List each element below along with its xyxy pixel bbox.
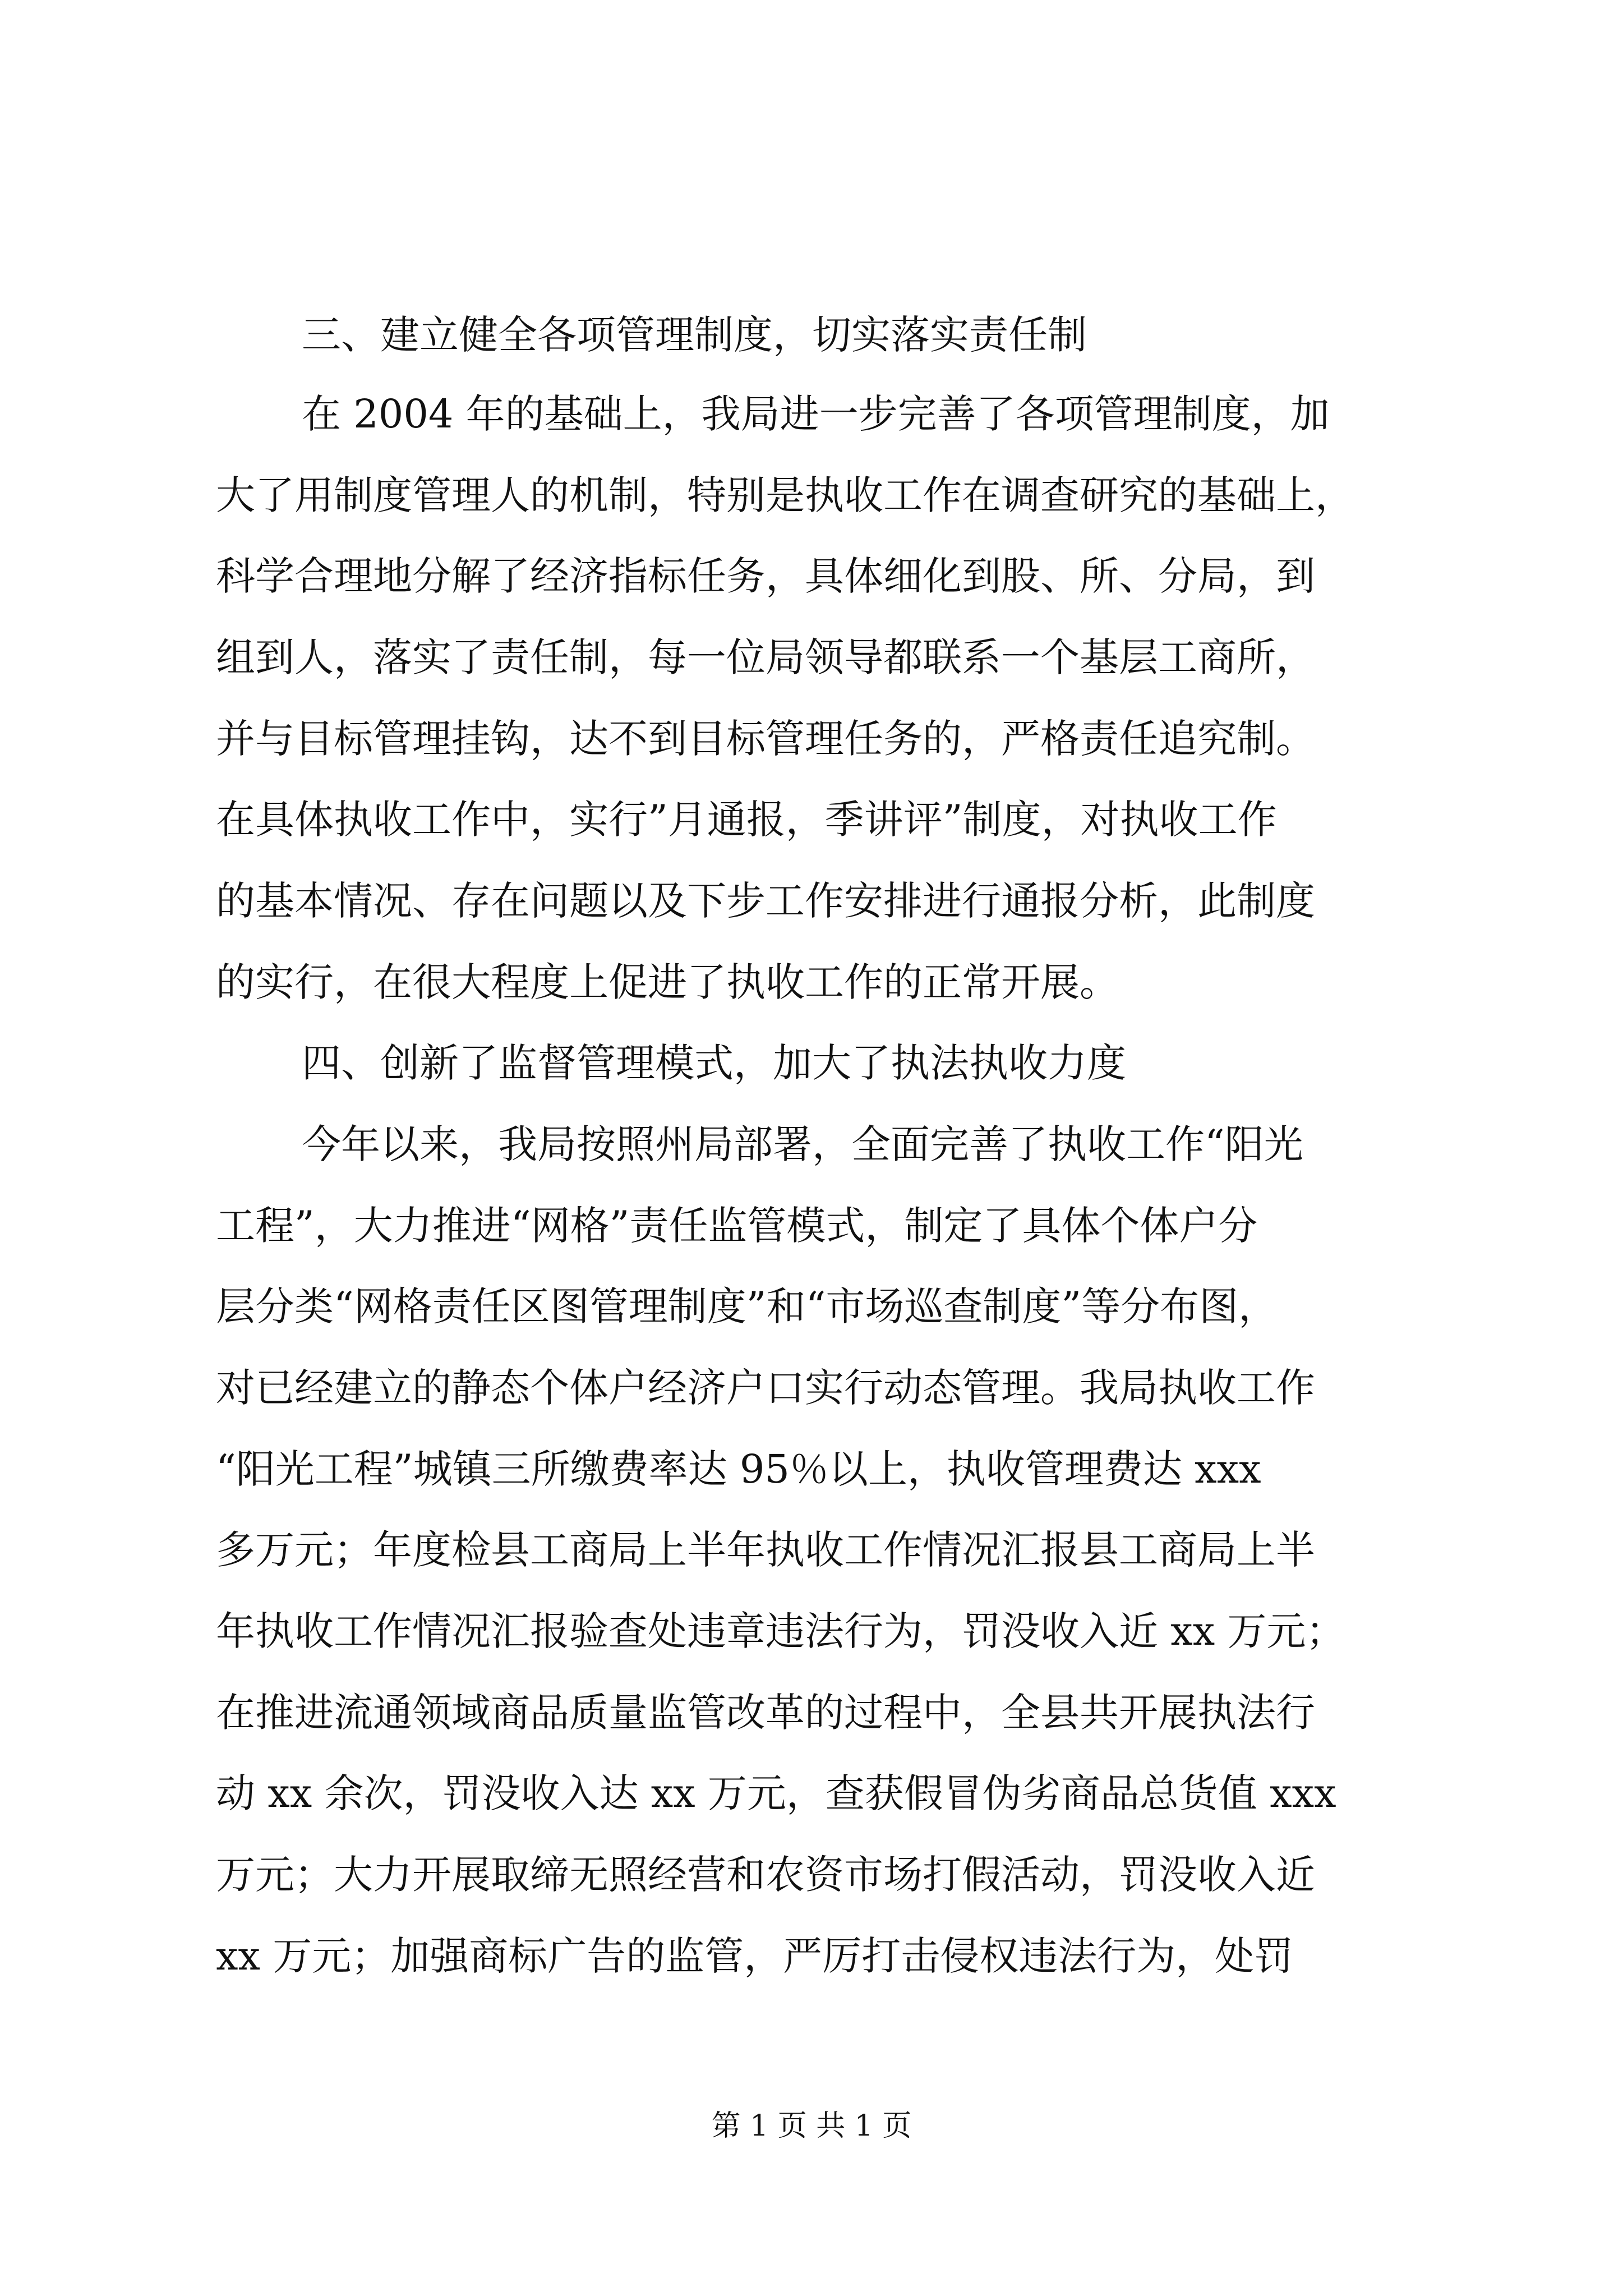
paragraph-line: 动 xx 余次，罚没收入达 xx 万元，查获假冒伪劣商品总货值 xxx	[216, 1770, 1336, 1816]
paragraph-line: 大了用制度管理人的机制，特别是执收工作在调查研究的基础上，	[216, 472, 1354, 518]
paragraph-line: 对已经建立的静态个体户经济户口实行动态管理。我局执收工作	[216, 1365, 1315, 1411]
paragraph-line: 层分类“网格责任区图管理制度”和“市场巡查制度”等分布图，	[216, 1283, 1278, 1329]
paragraph-line: 在具体执收工作中，实行”月通报，季讲评”制度，对执收工作	[216, 797, 1277, 843]
paragraph-line: 多万元；年度检县工商局上半年执收工作情况汇报县工商局上半	[216, 1527, 1315, 1573]
paragraph-line: 工程”，大力推进“网格”责任监管模式，制定了具体个体户分	[216, 1203, 1258, 1249]
paragraph-line: 的实行，在很大程度上促进了执收工作的正常开展。	[216, 959, 1119, 1005]
heading-section-3: 三、建立健全各项管理制度，切实落实责任制	[302, 312, 1087, 358]
page-footer: 第 1 页 共 1 页	[711, 2109, 912, 2143]
paragraph-line: xx 万元；加强商标广告的监管，严厉打击侵权违法行为，处罚	[216, 1933, 1294, 1979]
paragraph-line: 在 2004 年的基础上，我局进一步完善了各项管理制度，加	[302, 391, 1330, 437]
paragraph-line: 年执收工作情况汇报验查处违章违法行为，罚没收入近 xx 万元；	[216, 1608, 1345, 1654]
paragraph-line: “阳光工程”城镇三所缴费率达 95％以上，执收管理费达 xxx	[216, 1446, 1261, 1492]
paragraph-line: 科学合理地分解了经济指标任务，具体细化到股、所、分局，到	[216, 553, 1315, 599]
paragraph-line: 在推进流通领域商品质量监管改革的过程中，全县共开展执法行	[216, 1690, 1315, 1736]
paragraph-line: 今年以来，我局按照州局部署，全面完善了执收工作“阳光	[302, 1121, 1303, 1167]
paragraph-line: 万元；大力开展取缔无照经营和农资市场打假活动，罚没收入近	[216, 1852, 1315, 1898]
paragraph-line: 组到人，落实了责任制，每一位局领导都联系一个基层工商所，	[216, 634, 1315, 680]
paragraph-line: 并与目标管理挂钩，达不到目标管理任务的，严格责任追究制。	[216, 716, 1315, 762]
paragraph-line: 的基本情况、存在问题以及下步工作安排进行通报分析，此制度	[216, 878, 1315, 924]
heading-section-4: 四、创新了监督管理模式，加大了执法执收力度	[302, 1040, 1126, 1086]
